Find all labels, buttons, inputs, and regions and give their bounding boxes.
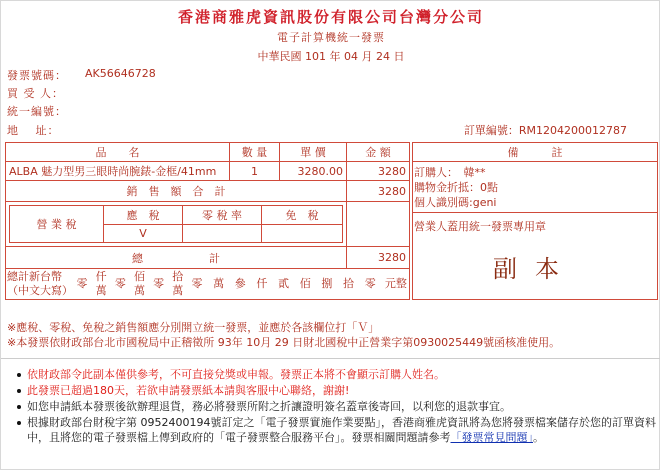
copy-mark bbox=[412, 249, 658, 284]
amount-unit-cell: 零 bbox=[76, 277, 88, 290]
taxable-label: 應 稅 bbox=[103, 205, 183, 225]
amount-unit-cell: 佰 bbox=[299, 277, 311, 290]
amount-unit-row bbox=[73, 269, 409, 299]
info-bullets bbox=[15, 367, 657, 446]
invoice-title: 電子計算機統一發票 bbox=[277, 31, 385, 44]
note-line-2: ※本發票依財政部台北市國稅局中正稽徵所 93年 10月 29 日財北國稅中正營業字第0930025449號函核准使用。 bbox=[7, 336, 561, 349]
bullet-expiry-notice: 此發票已超過180天，若欲申請發票紙本請與客服中心聯絡，謝謝! bbox=[15, 383, 657, 398]
bullet-return-notice: 如您申請紙本發票後欲辦理退貨，務必將發票所附之折讓證明簽名蓋章後寄回，以利您的退款事宜。 bbox=[15, 399, 657, 414]
item-name: ALBA 魅力型男三眼時尚腕錶-金框/41mm bbox=[5, 161, 230, 181]
item-price: 3280.00 bbox=[279, 161, 347, 181]
remarks-points: 購物金折抵：0點 bbox=[414, 181, 498, 194]
storage-end: 。 bbox=[533, 431, 544, 444]
invoice-date: 中華民國 101 年 04 月 24 日 bbox=[257, 50, 405, 63]
amount-unit-cell: 仟萬 bbox=[95, 270, 107, 297]
order-number: 訂單編號：RM1204200012787 bbox=[463, 124, 627, 137]
amount-unit-cell: 零 bbox=[153, 277, 165, 290]
company-name: 香港商雅虎資訊股份有限公司台灣分公司 bbox=[177, 8, 484, 26]
header-item: 品 名 bbox=[5, 142, 230, 162]
amount-unit-cell: 仟 bbox=[256, 277, 268, 290]
exempt-label: 免 稅 bbox=[261, 205, 343, 225]
amount-unit-cell: 萬 bbox=[213, 277, 225, 290]
item-qty: 1 bbox=[229, 161, 280, 181]
invoice-no: AK56646728 bbox=[85, 67, 156, 80]
header-qty: 數 量 bbox=[229, 142, 280, 162]
separator bbox=[1, 358, 660, 359]
copy-text: 副本 bbox=[493, 255, 577, 283]
tax-id-label: 統一編號： bbox=[7, 105, 67, 118]
invoice-no-label: 發票號碼： bbox=[7, 69, 67, 82]
stamp-label: 營業人蓋用統一發票專用章 bbox=[414, 220, 546, 233]
amount-words-label bbox=[7, 270, 73, 298]
zero-rate-label: 零 稅 率 bbox=[182, 205, 262, 225]
note-line-1: ※應稅、零稅、免稅之銷售額應分別開立統一發票，並應於各該欄位打「Ｖ」 bbox=[7, 321, 380, 334]
total-amount: 3280 bbox=[346, 246, 410, 269]
buyer-label: 買 受 人： bbox=[7, 87, 64, 100]
amount-unit-cell: 元整 bbox=[384, 277, 407, 290]
faq-link[interactable]: 「發票常見問題」 bbox=[450, 431, 533, 444]
amount-unit-cell: 零 bbox=[364, 277, 376, 290]
tax-amount bbox=[346, 201, 410, 247]
amount-unit-cell: 零 bbox=[114, 277, 126, 290]
address-label: 地 址： bbox=[7, 124, 60, 137]
bullet-storage-notice bbox=[15, 415, 657, 445]
tax-label: 營 業 稅 bbox=[9, 205, 104, 243]
remarks-buyer: 訂購人： 韓** bbox=[414, 166, 486, 179]
amount-unit-cell: 參 bbox=[234, 277, 246, 290]
total-label: 總 計 bbox=[5, 246, 347, 269]
header-price: 單 價 bbox=[279, 142, 347, 162]
amount-unit-cell: 佰萬 bbox=[133, 270, 145, 297]
sales-total-label: 銷 售 額 合 計 bbox=[5, 180, 347, 202]
header-amount: 金 額 bbox=[346, 142, 410, 162]
words-label-1: 總計新台幣 bbox=[7, 270, 62, 283]
remarks-id: 個人識別碼:geni bbox=[414, 196, 497, 209]
item-amount: 3280 bbox=[346, 161, 410, 181]
header-remarks: 備 註 bbox=[412, 142, 658, 162]
words-label-2: （中文大寫） bbox=[7, 284, 73, 297]
zero-rate-mark bbox=[182, 224, 262, 243]
storage-text: 根據財政部台財稅字第 0952400194號訂定之「電子發票實施作業要點」，香港商雅虎資訊將為您將發票檔案儲存於您的訂單資料中，且將您的電子發票檔上傳到政府的「電子發票整合服務平台」。發票相關問題請參考 bbox=[27, 416, 656, 444]
remarks-text bbox=[414, 165, 498, 210]
amount-unit-cell: 貳 bbox=[278, 277, 290, 290]
taxable-mark: V bbox=[103, 224, 183, 243]
exempt-mark bbox=[261, 224, 343, 243]
amount-unit-cell: 零 bbox=[191, 277, 203, 290]
bullet-copy-notice: 依財政部令此副本僅供參考，不可直接兌獎或申報。發票正本將不會顯示訂購人姓名。 bbox=[15, 367, 657, 382]
sales-total: 3280 bbox=[346, 180, 410, 202]
amount-unit-cell: 拾 bbox=[343, 277, 355, 290]
amount-unit-cell: 拾萬 bbox=[172, 270, 184, 297]
amount-unit-cell: 捌 bbox=[321, 277, 333, 290]
